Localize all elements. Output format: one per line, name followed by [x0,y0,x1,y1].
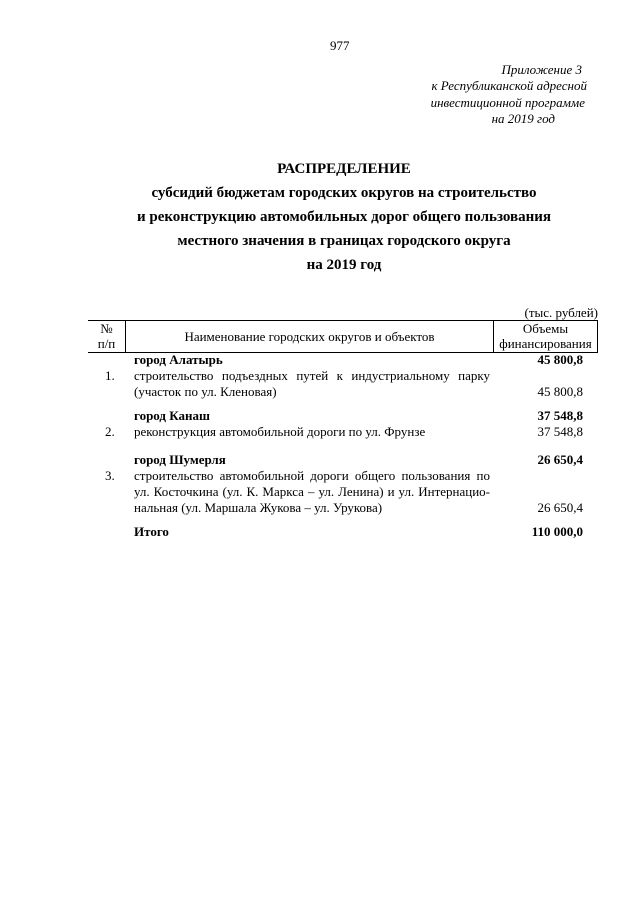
object-amount: 37 548,8 [537,424,583,439]
row-number: 1. [105,368,115,383]
page-number: 977 [330,38,350,53]
city-total: 26 650,4 [537,452,583,467]
title-line-2: субсидий бюджетам городских округов на строительство [151,185,537,201]
city-total: 45 800,8 [537,352,583,367]
object-line: реконструкция автомобильной дороги по ул. Фрунзе [134,424,426,439]
object-line: ул. Косточкина (ул. К. Маркса – ул. Ленина) и ул. Интернацио- [134,484,490,499]
total-label: Итого [134,524,169,539]
header-name: Наименование городских округов и объектов [184,329,435,344]
object-amount: 26 650,4 [537,500,583,515]
city-name: город Шумерля [134,452,226,467]
header-amount-2: финансирования [499,336,592,351]
object-line: (участок по ул. Кленовая) [134,384,277,399]
header-amount-1: Объемы [522,321,569,336]
appendix-line-2: к Республиканской адресной [431,78,587,93]
object-amount: 45 800,8 [537,384,583,399]
city-name: город Алатырь [134,352,223,367]
title-line-4: местного значения в границах городского округа [177,233,511,249]
title-line-1: РАСПРЕДЕЛЕНИЕ [277,161,411,177]
title-line-3: и реконструкцию автомобильных дорог общего пользования [136,209,552,225]
units-label: (тыс. рублей) [524,305,598,320]
object-line: нальная (ул. Маршала Жукова – ул. Урукова) [134,500,383,515]
appendix-line-3: инвестиционной программе [430,95,585,110]
table-border [597,320,598,353]
city-name: город Канаш [134,408,210,423]
appendix-line-4: на 2019 год [491,111,555,126]
object-line: строительство автомобильной дороги общего пользования по [134,468,490,483]
city-total: 37 548,8 [537,408,583,423]
appendix-line-1: Приложение 3 [501,62,582,77]
object-line: строительство подъездных путей к индустриальному парку [134,368,490,383]
row-number: 3. [105,468,115,483]
header-num-1: № [100,321,113,336]
header-num-2: п/п [97,336,116,351]
title-line-5: на 2019 год [306,257,382,273]
row-number: 2. [105,424,115,439]
total-amount: 110 000,0 [531,524,583,539]
